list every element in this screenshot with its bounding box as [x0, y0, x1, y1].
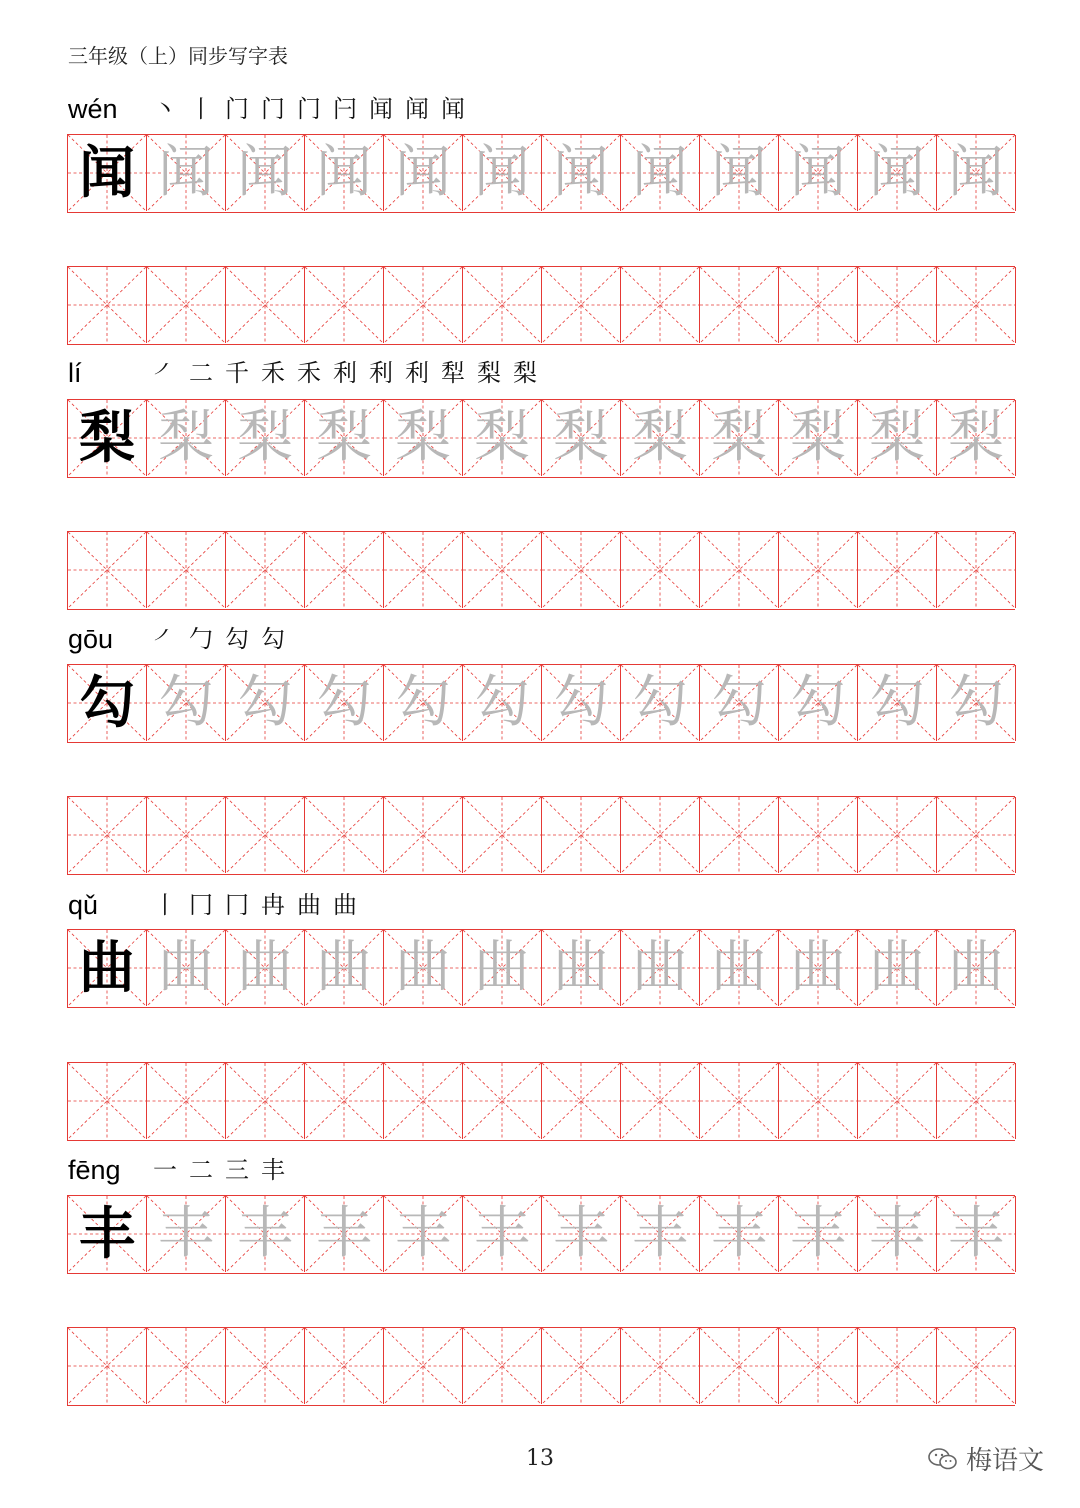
grid-cell	[68, 665, 147, 741]
grid-cell	[226, 797, 305, 873]
trace-character: 梨	[395, 405, 451, 470]
grid-cell	[700, 797, 779, 873]
stroke-step: 千	[225, 359, 249, 387]
stroke-step: 禾	[261, 359, 285, 387]
grid-cell	[700, 1328, 779, 1404]
stroke-sequence	[148, 94, 470, 124]
grid-cell	[147, 1328, 226, 1404]
grid-cell	[147, 797, 226, 873]
trace-character: 丰	[316, 1201, 372, 1266]
model-character: 梨	[79, 405, 135, 471]
trace-character: 勾	[790, 670, 846, 735]
grid-cell	[226, 1196, 305, 1272]
grid-cell	[621, 930, 700, 1006]
stroke-step: 利	[405, 359, 429, 387]
trace-character: 梨	[632, 405, 688, 470]
stroke-sequence	[148, 624, 290, 654]
grid-cell	[621, 797, 700, 873]
trace-character: 勾	[869, 670, 925, 735]
grid-cell	[542, 930, 621, 1006]
grid-cell	[463, 532, 542, 608]
grid-cell	[147, 1063, 226, 1139]
trace-character: 勾	[237, 670, 293, 735]
stroke-step: 勾	[225, 625, 249, 653]
trace-character: 勾	[553, 670, 609, 735]
trace-character: 曲	[316, 935, 372, 1000]
trace-character: 梨	[790, 405, 846, 470]
grid-cell	[858, 532, 937, 608]
grid-cell	[858, 1328, 937, 1404]
grid-cell	[779, 797, 858, 873]
grid-cell	[937, 930, 1016, 1006]
trace-character: 梨	[711, 405, 767, 470]
grid-cell	[68, 930, 147, 1006]
grid-cell	[621, 532, 700, 608]
grid-cell	[305, 665, 384, 741]
stroke-sequence	[148, 1155, 290, 1185]
grid-cell	[700, 930, 779, 1006]
stroke-step: ㇒	[153, 625, 177, 653]
trace-character: 丰	[790, 1201, 846, 1266]
model-character: 闻	[79, 140, 135, 206]
practice-row-blank	[67, 266, 1015, 345]
practice-row-blank	[67, 796, 1015, 875]
trace-character: 梨	[948, 405, 1004, 470]
trace-character: 丰	[158, 1201, 214, 1266]
grid-cell	[779, 1063, 858, 1139]
grid-cell	[542, 1328, 621, 1404]
grid-cell	[463, 1063, 542, 1139]
trace-character: 闻	[711, 140, 767, 205]
grid-cell	[68, 267, 147, 343]
stroke-step: 丶	[153, 95, 177, 123]
grid-cell	[305, 1196, 384, 1272]
stroke-step: 曲	[297, 891, 321, 919]
grid-cell	[779, 267, 858, 343]
trace-character: 勾	[395, 670, 451, 735]
grid-cell	[226, 532, 305, 608]
practice-row-traced	[67, 399, 1015, 478]
grid-cell	[858, 400, 937, 476]
practice-row-blank	[67, 531, 1015, 610]
grid-cell	[937, 665, 1016, 741]
grid-cell	[700, 267, 779, 343]
pinyin: gōu	[68, 624, 114, 654]
grid-cell	[621, 665, 700, 741]
grid-cell	[68, 532, 147, 608]
grid-cell	[384, 400, 463, 476]
model-character: 丰	[79, 1201, 135, 1267]
practice-row-blank	[67, 1062, 1015, 1141]
grid-cell	[68, 400, 147, 476]
stroke-step: 勾	[261, 625, 285, 653]
trace-character: 梨	[316, 405, 372, 470]
stroke-step: 犁	[441, 359, 465, 387]
grid-cell	[68, 1196, 147, 1272]
trace-character: 曲	[237, 935, 293, 1000]
trace-character: 闻	[790, 140, 846, 205]
grid-cell	[463, 1196, 542, 1272]
grid-cell	[858, 267, 937, 343]
grid-cell	[858, 135, 937, 211]
practice-row-traced	[67, 664, 1015, 743]
trace-character: 梨	[474, 405, 530, 470]
grid-cell	[226, 1328, 305, 1404]
stroke-step: 三	[225, 1156, 249, 1184]
stroke-step: 闻	[441, 95, 465, 123]
practice-row-blank	[67, 1327, 1015, 1406]
grid-cell	[621, 135, 700, 211]
grid-cell	[779, 665, 858, 741]
trace-character: 闻	[632, 140, 688, 205]
trace-character: 勾	[711, 670, 767, 735]
grid-cell	[305, 1063, 384, 1139]
trace-character: 梨	[553, 405, 609, 470]
stroke-step: 二	[189, 1156, 213, 1184]
grid-cell	[384, 930, 463, 1006]
trace-character: 闻	[869, 140, 925, 205]
grid-cell	[305, 135, 384, 211]
trace-character: 曲	[158, 935, 214, 1000]
trace-character: 勾	[158, 670, 214, 735]
grid-cell	[147, 532, 226, 608]
stroke-step: 门	[225, 95, 249, 123]
grid-cell	[700, 532, 779, 608]
trace-character: 曲	[395, 935, 451, 1000]
stroke-step: 闻	[405, 95, 429, 123]
grid-cell	[858, 930, 937, 1006]
trace-character: 闻	[948, 140, 1004, 205]
grid-cell	[305, 1328, 384, 1404]
grid-cell	[226, 400, 305, 476]
grid-cell	[621, 1196, 700, 1272]
grid-cell	[621, 267, 700, 343]
stroke-step: 丨	[153, 891, 177, 919]
stroke-order-row	[68, 620, 290, 654]
trace-character: 丰	[948, 1201, 1004, 1266]
grid-cell	[463, 1328, 542, 1404]
trace-character: 丰	[237, 1201, 293, 1266]
stroke-step: 曲	[333, 891, 357, 919]
model-character: 曲	[79, 935, 135, 1001]
grid-cell	[542, 797, 621, 873]
grid-cell	[147, 135, 226, 211]
grid-cell	[147, 1196, 226, 1272]
trace-character: 闻	[474, 140, 530, 205]
grid-cell	[700, 665, 779, 741]
trace-character: 丰	[395, 1201, 451, 1266]
grid-cell	[384, 797, 463, 873]
grid-cell	[305, 532, 384, 608]
stroke-step: 闩	[333, 95, 357, 123]
grid-cell	[542, 1196, 621, 1272]
stroke-step: 丨	[189, 95, 213, 123]
grid-cell	[226, 930, 305, 1006]
grid-cell	[779, 400, 858, 476]
grid-cell	[463, 267, 542, 343]
stroke-sequence	[148, 358, 542, 388]
pinyin: fēng	[68, 1155, 121, 1185]
watermark-text: 梅语文	[965, 1446, 1044, 1476]
grid-cell	[779, 930, 858, 1006]
grid-cell	[305, 930, 384, 1006]
grid-cell	[384, 532, 463, 608]
trace-character: 闻	[316, 140, 372, 205]
grid-cell	[226, 135, 305, 211]
grid-cell	[463, 135, 542, 211]
trace-character: 丰	[553, 1201, 609, 1266]
grid-cell	[621, 1328, 700, 1404]
grid-cell	[305, 267, 384, 343]
stroke-step: 门	[297, 95, 321, 123]
stroke-step: 冂	[189, 891, 213, 919]
grid-cell	[542, 135, 621, 211]
grid-cell	[779, 1328, 858, 1404]
stroke-order-row	[68, 886, 362, 920]
grid-cell	[858, 665, 937, 741]
stroke-step: 二	[189, 359, 213, 387]
grid-cell	[542, 400, 621, 476]
trace-character: 曲	[948, 935, 1004, 1000]
grid-cell	[700, 400, 779, 476]
model-character: 勾	[79, 670, 135, 736]
grid-cell	[463, 665, 542, 741]
grid-cell	[937, 400, 1016, 476]
grid-cell	[384, 1328, 463, 1404]
trace-character: 曲	[711, 935, 767, 1000]
grid-cell	[384, 1063, 463, 1139]
grid-cell	[384, 665, 463, 741]
stroke-order-row	[68, 1151, 290, 1185]
trace-character: 梨	[158, 405, 214, 470]
grid-cell	[463, 930, 542, 1006]
grid-cell	[700, 1063, 779, 1139]
trace-character: 闻	[158, 140, 214, 205]
grid-cell	[147, 400, 226, 476]
grid-cell	[937, 267, 1016, 343]
grid-cell	[542, 665, 621, 741]
grid-cell	[147, 267, 226, 343]
grid-cell	[147, 665, 226, 741]
grid-cell	[542, 532, 621, 608]
grid-cell	[621, 1063, 700, 1139]
stroke-step: 梨	[477, 359, 501, 387]
grid-cell	[779, 532, 858, 608]
stroke-step: 门	[261, 95, 285, 123]
stroke-step: 利	[333, 359, 357, 387]
stroke-step: 丰	[261, 1156, 285, 1184]
stroke-step: 冂	[225, 891, 249, 919]
grid-cell	[68, 1328, 147, 1404]
wechat-icon	[928, 1447, 958, 1471]
trace-character: 曲	[869, 935, 925, 1000]
stroke-step: 禾	[297, 359, 321, 387]
trace-character: 闻	[553, 140, 609, 205]
page-title: 三年级（上）同步写字表	[68, 44, 288, 68]
stroke-step: 梨	[513, 359, 537, 387]
grid-cell	[463, 797, 542, 873]
pinyin: wén	[68, 94, 118, 124]
trace-character: 曲	[632, 935, 688, 1000]
grid-cell	[779, 1196, 858, 1272]
trace-character: 闻	[237, 140, 293, 205]
grid-cell	[384, 267, 463, 343]
practice-row-traced	[67, 929, 1015, 1008]
trace-character: 勾	[632, 670, 688, 735]
stroke-step: 冉	[261, 891, 285, 919]
stroke-order-row	[68, 90, 470, 124]
grid-cell	[937, 1063, 1016, 1139]
grid-cell	[305, 797, 384, 873]
stroke-step: ㇒	[153, 359, 177, 387]
trace-character: 丰	[474, 1201, 530, 1266]
grid-cell	[621, 400, 700, 476]
practice-row-traced	[67, 1195, 1015, 1274]
grid-cell	[937, 1328, 1016, 1404]
stroke-step: 闻	[369, 95, 393, 123]
grid-cell	[226, 1063, 305, 1139]
grid-cell	[68, 135, 147, 211]
grid-cell	[937, 135, 1016, 211]
grid-cell	[226, 267, 305, 343]
trace-character: 梨	[869, 405, 925, 470]
stroke-step: 利	[369, 359, 393, 387]
grid-cell	[147, 930, 226, 1006]
trace-character: 丰	[711, 1201, 767, 1266]
trace-character: 曲	[553, 935, 609, 1000]
pinyin: lí	[68, 358, 82, 388]
grid-cell	[700, 135, 779, 211]
practice-row-traced	[67, 134, 1015, 213]
stroke-step: 勹	[189, 625, 213, 653]
watermark	[928, 1440, 1044, 1477]
trace-character: 勾	[316, 670, 372, 735]
grid-cell	[937, 797, 1016, 873]
trace-character: 勾	[948, 670, 1004, 735]
grid-cell	[542, 1063, 621, 1139]
grid-cell	[68, 1063, 147, 1139]
grid-cell	[384, 1196, 463, 1272]
pinyin: qǔ	[68, 890, 99, 920]
grid-cell	[858, 1063, 937, 1139]
grid-cell	[937, 1196, 1016, 1272]
stroke-order-row	[68, 354, 542, 388]
grid-cell	[779, 135, 858, 211]
trace-character: 丰	[632, 1201, 688, 1266]
grid-cell	[463, 400, 542, 476]
grid-cell	[858, 797, 937, 873]
trace-character: 丰	[869, 1201, 925, 1266]
grid-cell	[305, 400, 384, 476]
trace-character: 曲	[474, 935, 530, 1000]
trace-character: 闻	[395, 140, 451, 205]
grid-cell	[384, 135, 463, 211]
trace-character: 梨	[237, 405, 293, 470]
grid-cell	[542, 267, 621, 343]
stroke-step: 一	[153, 1156, 177, 1184]
grid-cell	[226, 665, 305, 741]
trace-character: 勾	[474, 670, 530, 735]
trace-character: 曲	[790, 935, 846, 1000]
grid-cell	[937, 532, 1016, 608]
grid-cell	[858, 1196, 937, 1272]
grid-cell	[700, 1196, 779, 1272]
stroke-sequence	[148, 890, 362, 920]
page-number: 13	[526, 1446, 554, 1471]
grid-cell	[68, 797, 147, 873]
